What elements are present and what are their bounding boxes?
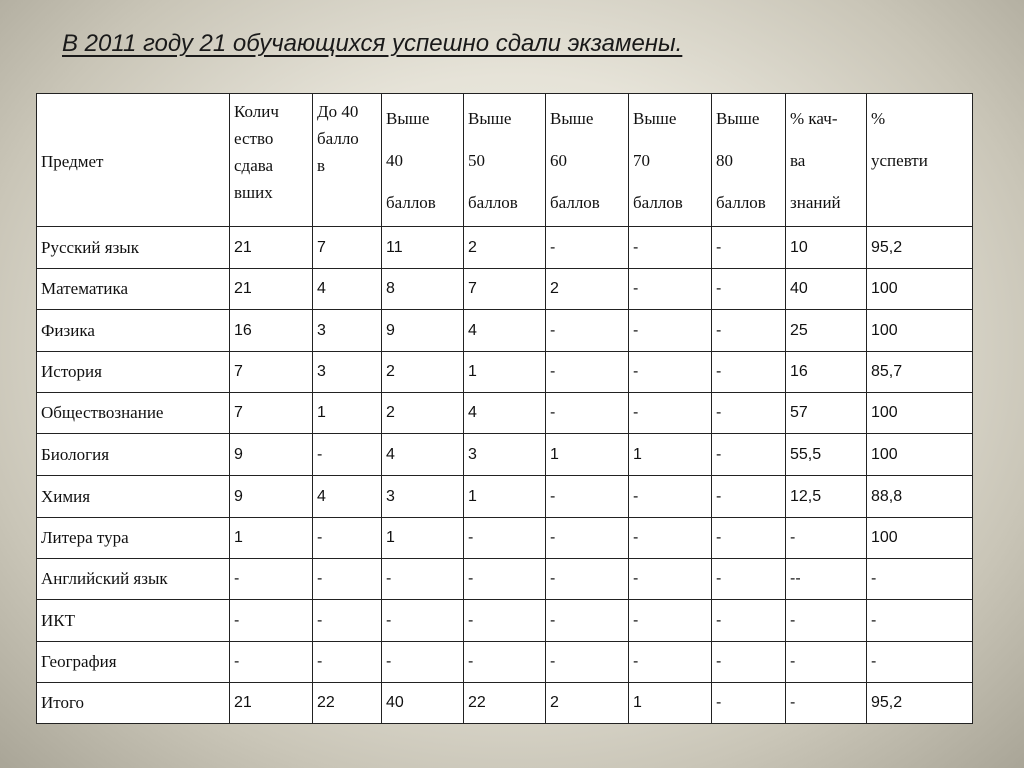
- value-cell: 95,2: [867, 683, 973, 724]
- value-cell: 4: [382, 434, 464, 476]
- table-row: [37, 642, 973, 683]
- value-cell: -: [712, 476, 786, 518]
- value-cell: 85,7: [867, 352, 973, 393]
- value-cell: 10: [786, 227, 867, 269]
- value-cell: 100: [867, 269, 973, 310]
- value-cell: 21: [230, 227, 313, 269]
- value-cell: 1: [464, 352, 546, 393]
- value-cell: -: [786, 642, 867, 683]
- value-cell: 57: [786, 393, 867, 434]
- value-cell: 7: [230, 393, 313, 434]
- table-row: [37, 600, 973, 642]
- value-cell: 40: [786, 269, 867, 310]
- value-cell: 9: [382, 310, 464, 352]
- value-cell: -: [712, 310, 786, 352]
- value-cell: -: [382, 642, 464, 683]
- header-subject: Предмет: [37, 94, 230, 227]
- value-cell: -: [546, 476, 629, 518]
- value-cell: -: [230, 642, 313, 683]
- value-cell: 2: [382, 393, 464, 434]
- value-cell: -: [712, 518, 786, 559]
- value-cell: -: [712, 227, 786, 269]
- value-cell: -: [629, 476, 712, 518]
- value-cell: 3: [464, 434, 546, 476]
- subject-cell: Биология: [37, 434, 230, 476]
- value-cell: 1: [629, 434, 712, 476]
- value-cell: -: [712, 393, 786, 434]
- table-row: [37, 683, 973, 724]
- value-cell: -: [546, 310, 629, 352]
- value-cell: 16: [230, 310, 313, 352]
- subject-cell: Физика: [37, 310, 230, 352]
- value-cell: -: [867, 600, 973, 642]
- value-cell: 100: [867, 393, 973, 434]
- table-row: [37, 476, 973, 518]
- subject-cell: Литера тура: [37, 518, 230, 559]
- value-cell: 1: [313, 393, 382, 434]
- value-cell: -: [464, 642, 546, 683]
- subject-cell: История: [37, 352, 230, 393]
- header-cell: Колич ество сдава вших: [230, 94, 313, 227]
- table-row: [37, 310, 973, 352]
- value-cell: -: [629, 227, 712, 269]
- value-cell: -: [712, 434, 786, 476]
- value-cell: -: [629, 393, 712, 434]
- slide-title: В 2011 году 21 обучающихся успешно сдали экзамены.: [62, 30, 683, 57]
- value-cell: -: [313, 434, 382, 476]
- value-cell: 55,5: [786, 434, 867, 476]
- value-cell: 88,8: [867, 476, 973, 518]
- value-cell: 1: [629, 683, 712, 724]
- value-cell: 7: [313, 227, 382, 269]
- value-cell: 3: [382, 476, 464, 518]
- value-cell: 2: [546, 269, 629, 310]
- table-row: [37, 393, 973, 434]
- value-cell: 100: [867, 518, 973, 559]
- value-cell: -: [230, 559, 313, 600]
- value-cell: -: [629, 642, 712, 683]
- value-cell: 21: [230, 683, 313, 724]
- header-cell: До 40 балло в: [313, 94, 382, 227]
- value-cell: 1: [546, 434, 629, 476]
- value-cell: -: [629, 559, 712, 600]
- value-cell: -: [382, 559, 464, 600]
- subject-cell: Английский язык: [37, 559, 230, 600]
- value-cell: 1: [230, 518, 313, 559]
- value-cell: -: [546, 559, 629, 600]
- value-cell: 100: [867, 434, 973, 476]
- value-cell: -: [712, 683, 786, 724]
- value-cell: 21: [230, 269, 313, 310]
- value-cell: -: [546, 642, 629, 683]
- value-cell: -: [786, 683, 867, 724]
- value-cell: 8: [382, 269, 464, 310]
- subject-cell: Химия: [37, 476, 230, 518]
- value-cell: 4: [464, 393, 546, 434]
- header-cell: % успевти: [867, 94, 973, 227]
- header-cell: Выше 70 баллов: [629, 94, 712, 227]
- value-cell: -: [546, 600, 629, 642]
- value-cell: -: [786, 600, 867, 642]
- value-cell: 9: [230, 434, 313, 476]
- subject-cell: ИКТ: [37, 600, 230, 642]
- value-cell: -: [629, 310, 712, 352]
- value-cell: 11: [382, 227, 464, 269]
- value-cell: -: [712, 642, 786, 683]
- value-cell: -: [786, 518, 867, 559]
- value-cell: 9: [230, 476, 313, 518]
- value-cell: -: [546, 518, 629, 559]
- value-cell: 25: [786, 310, 867, 352]
- value-cell: 1: [464, 476, 546, 518]
- value-cell: -: [546, 393, 629, 434]
- value-cell: -: [313, 518, 382, 559]
- exam-results-table: [36, 93, 973, 724]
- subject-cell: Итого: [37, 683, 230, 724]
- value-cell: -: [712, 600, 786, 642]
- value-cell: -: [464, 559, 546, 600]
- value-cell: 4: [313, 476, 382, 518]
- value-cell: -: [382, 600, 464, 642]
- table-row: [37, 227, 973, 269]
- value-cell: -: [867, 642, 973, 683]
- value-cell: 3: [313, 352, 382, 393]
- value-cell: -: [313, 642, 382, 683]
- subject-cell: География: [37, 642, 230, 683]
- value-cell: -: [313, 600, 382, 642]
- value-cell: 4: [464, 310, 546, 352]
- header-cell: Выше 80 баллов: [712, 94, 786, 227]
- table-row: [37, 518, 973, 559]
- value-cell: -: [629, 518, 712, 559]
- value-cell: -: [546, 227, 629, 269]
- subject-cell: Математика: [37, 269, 230, 310]
- value-cell: -: [464, 600, 546, 642]
- value-cell: 3: [313, 310, 382, 352]
- value-cell: -: [867, 559, 973, 600]
- value-cell: 95,2: [867, 227, 973, 269]
- value-cell: -: [230, 600, 313, 642]
- value-cell: -: [629, 269, 712, 310]
- value-cell: 2: [382, 352, 464, 393]
- header-cell: Выше 60 баллов: [546, 94, 629, 227]
- value-cell: -: [629, 352, 712, 393]
- value-cell: --: [786, 559, 867, 600]
- value-cell: 2: [464, 227, 546, 269]
- value-cell: -: [712, 559, 786, 600]
- value-cell: -: [712, 352, 786, 393]
- header-cell: % кач- ва знаний: [786, 94, 867, 227]
- value-cell: -: [546, 352, 629, 393]
- value-cell: -: [313, 559, 382, 600]
- value-cell: 2: [546, 683, 629, 724]
- value-cell: 12,5: [786, 476, 867, 518]
- header-cell: Выше 40 баллов: [382, 94, 464, 227]
- table-row: [37, 559, 973, 600]
- subject-cell: Русский язык: [37, 227, 230, 269]
- table-row: [37, 269, 973, 310]
- subject-cell: Обществознание: [37, 393, 230, 434]
- value-cell: 1: [382, 518, 464, 559]
- table-row: [37, 352, 973, 393]
- table-row: [37, 434, 973, 476]
- value-cell: 100: [867, 310, 973, 352]
- value-cell: -: [712, 269, 786, 310]
- value-cell: 22: [464, 683, 546, 724]
- value-cell: 4: [313, 269, 382, 310]
- table-header-row: [37, 94, 973, 227]
- value-cell: 22: [313, 683, 382, 724]
- value-cell: 7: [230, 352, 313, 393]
- value-cell: -: [629, 600, 712, 642]
- header-cell: Выше 50 баллов: [464, 94, 546, 227]
- value-cell: 16: [786, 352, 867, 393]
- value-cell: 7: [464, 269, 546, 310]
- value-cell: -: [464, 518, 546, 559]
- value-cell: 40: [382, 683, 464, 724]
